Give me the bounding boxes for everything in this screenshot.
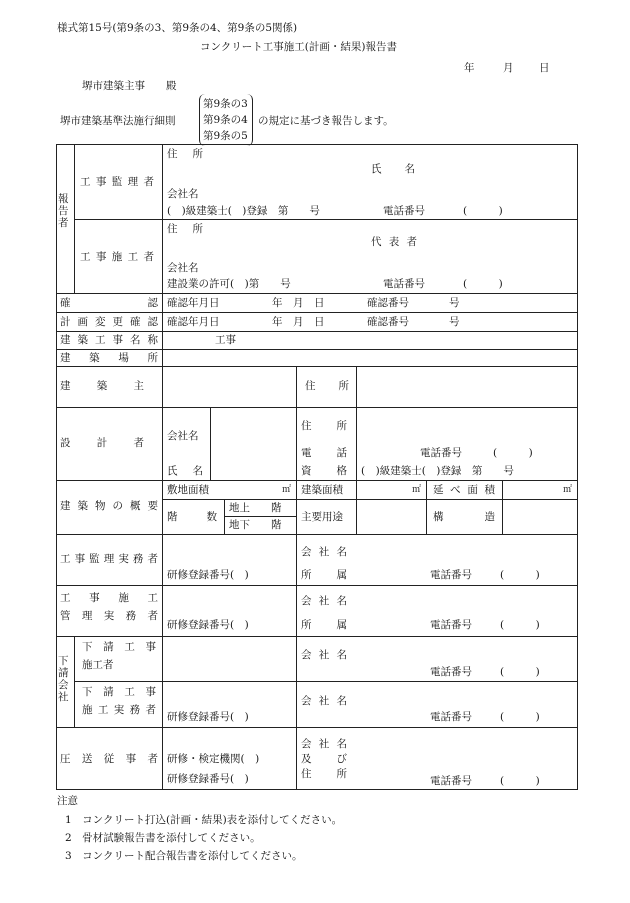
document-title: コンクリート工事施工(計画・結果)報告書: [200, 41, 397, 53]
construction-suffix: 工事: [215, 334, 236, 346]
construction-training-registration: 研修登録番号( ): [167, 619, 249, 631]
supervision-affiliation-label: 所 属: [301, 569, 347, 581]
article-1: 第9条の3: [203, 98, 248, 110]
building-area-unit: ㎡: [412, 485, 422, 495]
reporter-label: 報告者: [58, 193, 69, 229]
plan-change-number-suffix: 号: [449, 316, 460, 328]
date-day: 日: [539, 62, 550, 74]
date-month: 月: [503, 62, 514, 74]
regulation-suffix: の規定に基づき報告します。: [258, 115, 394, 127]
designer-phone-label: 電 話: [301, 447, 347, 459]
overview-label: 建 築 物 の 概 要: [60, 500, 158, 512]
designer-address-label: 住 所: [301, 420, 347, 432]
supervisor-address-label: 住 所: [167, 148, 203, 160]
contractor-company-label: 会社名: [167, 262, 199, 274]
construction-phone-paren: ( ): [500, 619, 540, 631]
date-year: 年: [464, 62, 475, 74]
sub-practitioner-label-2: 施 工 実 務 者: [82, 704, 156, 716]
owner-address-label: 住 所: [305, 380, 349, 392]
pump-company-label-1: 会 社 名: [301, 738, 347, 750]
designer-registration: ( )級建築士( )登録 第 号: [361, 465, 514, 477]
site-area-label: 敷地面積: [167, 484, 209, 496]
sub-construction-phone-paren: ( ): [500, 666, 540, 678]
designer-name-label: 氏 名: [167, 465, 203, 477]
supervisor-registration: ( )級建築士( )登録 第 号: [167, 205, 320, 217]
designer-phone-paren: ( ): [493, 447, 533, 459]
pump-company-label-3: 住 所: [301, 768, 347, 780]
sub-practitioner-company-label: 会 社 名: [301, 695, 347, 707]
supervisor-phone-paren: ( ): [463, 205, 503, 217]
contractor-address-label: 住 所: [167, 223, 203, 235]
contractor-label: 工 事 施 工 者: [80, 251, 154, 263]
pump-company-label-2: 及 び: [301, 753, 347, 765]
supervision-practitioner-label: 工 事 監 理 実 務 者: [60, 553, 158, 565]
construction-company-label: 会 社 名: [301, 595, 347, 607]
designer-company-label: 会社名: [167, 430, 199, 442]
owner-label: 建 築 主: [60, 380, 144, 392]
plan-change-number-label: 確認番号: [367, 316, 409, 328]
total-floor-area-label: 延 べ 面 積: [433, 484, 495, 496]
above-ground-label: 地上 階: [229, 502, 282, 514]
subcontract-company-label: 下請会社: [58, 655, 69, 703]
total-floor-area-unit: ㎡: [563, 485, 573, 495]
supervisor-label: 工 事 監 理 者: [80, 176, 154, 188]
addressee: 堺市建築主事 殿: [82, 80, 177, 92]
site-area-unit: ㎡: [282, 485, 292, 495]
notes-heading: 注意: [57, 795, 78, 807]
main-use-label: 主要用途: [301, 511, 343, 523]
construction-phone-label: 電話番号: [430, 619, 472, 631]
designer-qualification-label: 資 格: [301, 465, 347, 477]
supervisor-name-label: 氏 名: [371, 163, 415, 175]
article-3: 第9条の5: [203, 130, 248, 142]
sub-practitioner-phone-paren: ( ): [500, 711, 540, 723]
confirm-date-ymd: 年 月 日: [272, 297, 325, 309]
construction-affiliation-label: 所 属: [301, 619, 347, 631]
plan-change-date-label: 確認年月日: [167, 316, 220, 328]
pump-phone-label: 電話番号: [430, 775, 472, 787]
sub-construction-company-label: 会 社 名: [301, 649, 347, 661]
plan-change-label: 計 画 変 更 確 認: [60, 316, 158, 328]
pump-phone-paren: ( ): [500, 775, 540, 787]
note-item-2: 2 骨材試験報告書を添付してください。: [65, 832, 261, 844]
sub-practitioner-training-registration: 研修登録番号( ): [167, 711, 249, 723]
confirmation-label: 確 認: [60, 297, 158, 309]
supervisor-company-label: 会社名: [167, 188, 199, 200]
designer-label: 設 計 者: [60, 437, 144, 449]
confirm-number-label: 確認番号: [367, 297, 409, 309]
confirm-date-label: 確認年月日: [167, 297, 220, 309]
confirm-number-suffix: 号: [449, 297, 460, 309]
contractor-phone-paren: ( ): [463, 278, 503, 290]
sub-practitioner-label-1: 下 請 工 事: [82, 686, 156, 698]
sub-construction-label-2: 施工者: [82, 659, 114, 671]
form-number: 様式第15号(第9条の3、第9条の4、第9条の5関係): [57, 22, 298, 34]
supervisor-phone-label: 電話番号: [383, 205, 425, 217]
construction-practitioner-label-2: 管 理 実 務 者: [60, 610, 158, 622]
supervision-phone-paren: ( ): [500, 569, 540, 581]
building-area-label: 建築面積: [301, 484, 343, 496]
pump-training-inspection: 研修・検定機関( ): [167, 753, 260, 765]
designer-phone-number-label: 電話番号: [420, 447, 462, 459]
contractor-license: 建設業の許可( )第 号: [167, 278, 291, 290]
article-2: 第9条の4: [203, 114, 248, 126]
supervision-company-label: 会 社 名: [301, 546, 347, 558]
contractor-representative-label: 代 表 者: [371, 236, 417, 248]
structure-label: 構 造: [433, 511, 495, 523]
regulation: 堺市建築基準法施行細則: [60, 115, 176, 127]
supervision-phone-label: 電話番号: [430, 569, 472, 581]
site-label: 建 築 場 所: [60, 352, 158, 364]
construction-name-label: 建 築 工 事 名 称: [60, 334, 158, 346]
plan-change-date-ymd: 年 月 日: [272, 316, 325, 328]
floors-label: 階 数: [167, 511, 217, 523]
contractor-phone-label: 電話番号: [383, 278, 425, 290]
sub-practitioner-phone-label: 電話番号: [430, 711, 472, 723]
pump-training-registration: 研修登録番号( ): [167, 773, 249, 785]
supervision-training-registration: 研修登録番号( ): [167, 569, 249, 581]
sub-construction-label-1: 下 請 工 事: [82, 641, 156, 653]
note-item-3: 3 コンクリート配合報告書を添付してください。: [65, 850, 303, 862]
below-ground-label: 地下 階: [229, 519, 282, 531]
pump-operator-label: 圧 送 従 事 者: [60, 753, 158, 765]
construction-practitioner-label-1: 工 事 施 工: [60, 592, 158, 604]
note-item-1: 1 コンクリート打込(計画・結果)表を添付してください。: [65, 814, 343, 826]
sub-construction-phone-label: 電話番号: [430, 666, 472, 678]
